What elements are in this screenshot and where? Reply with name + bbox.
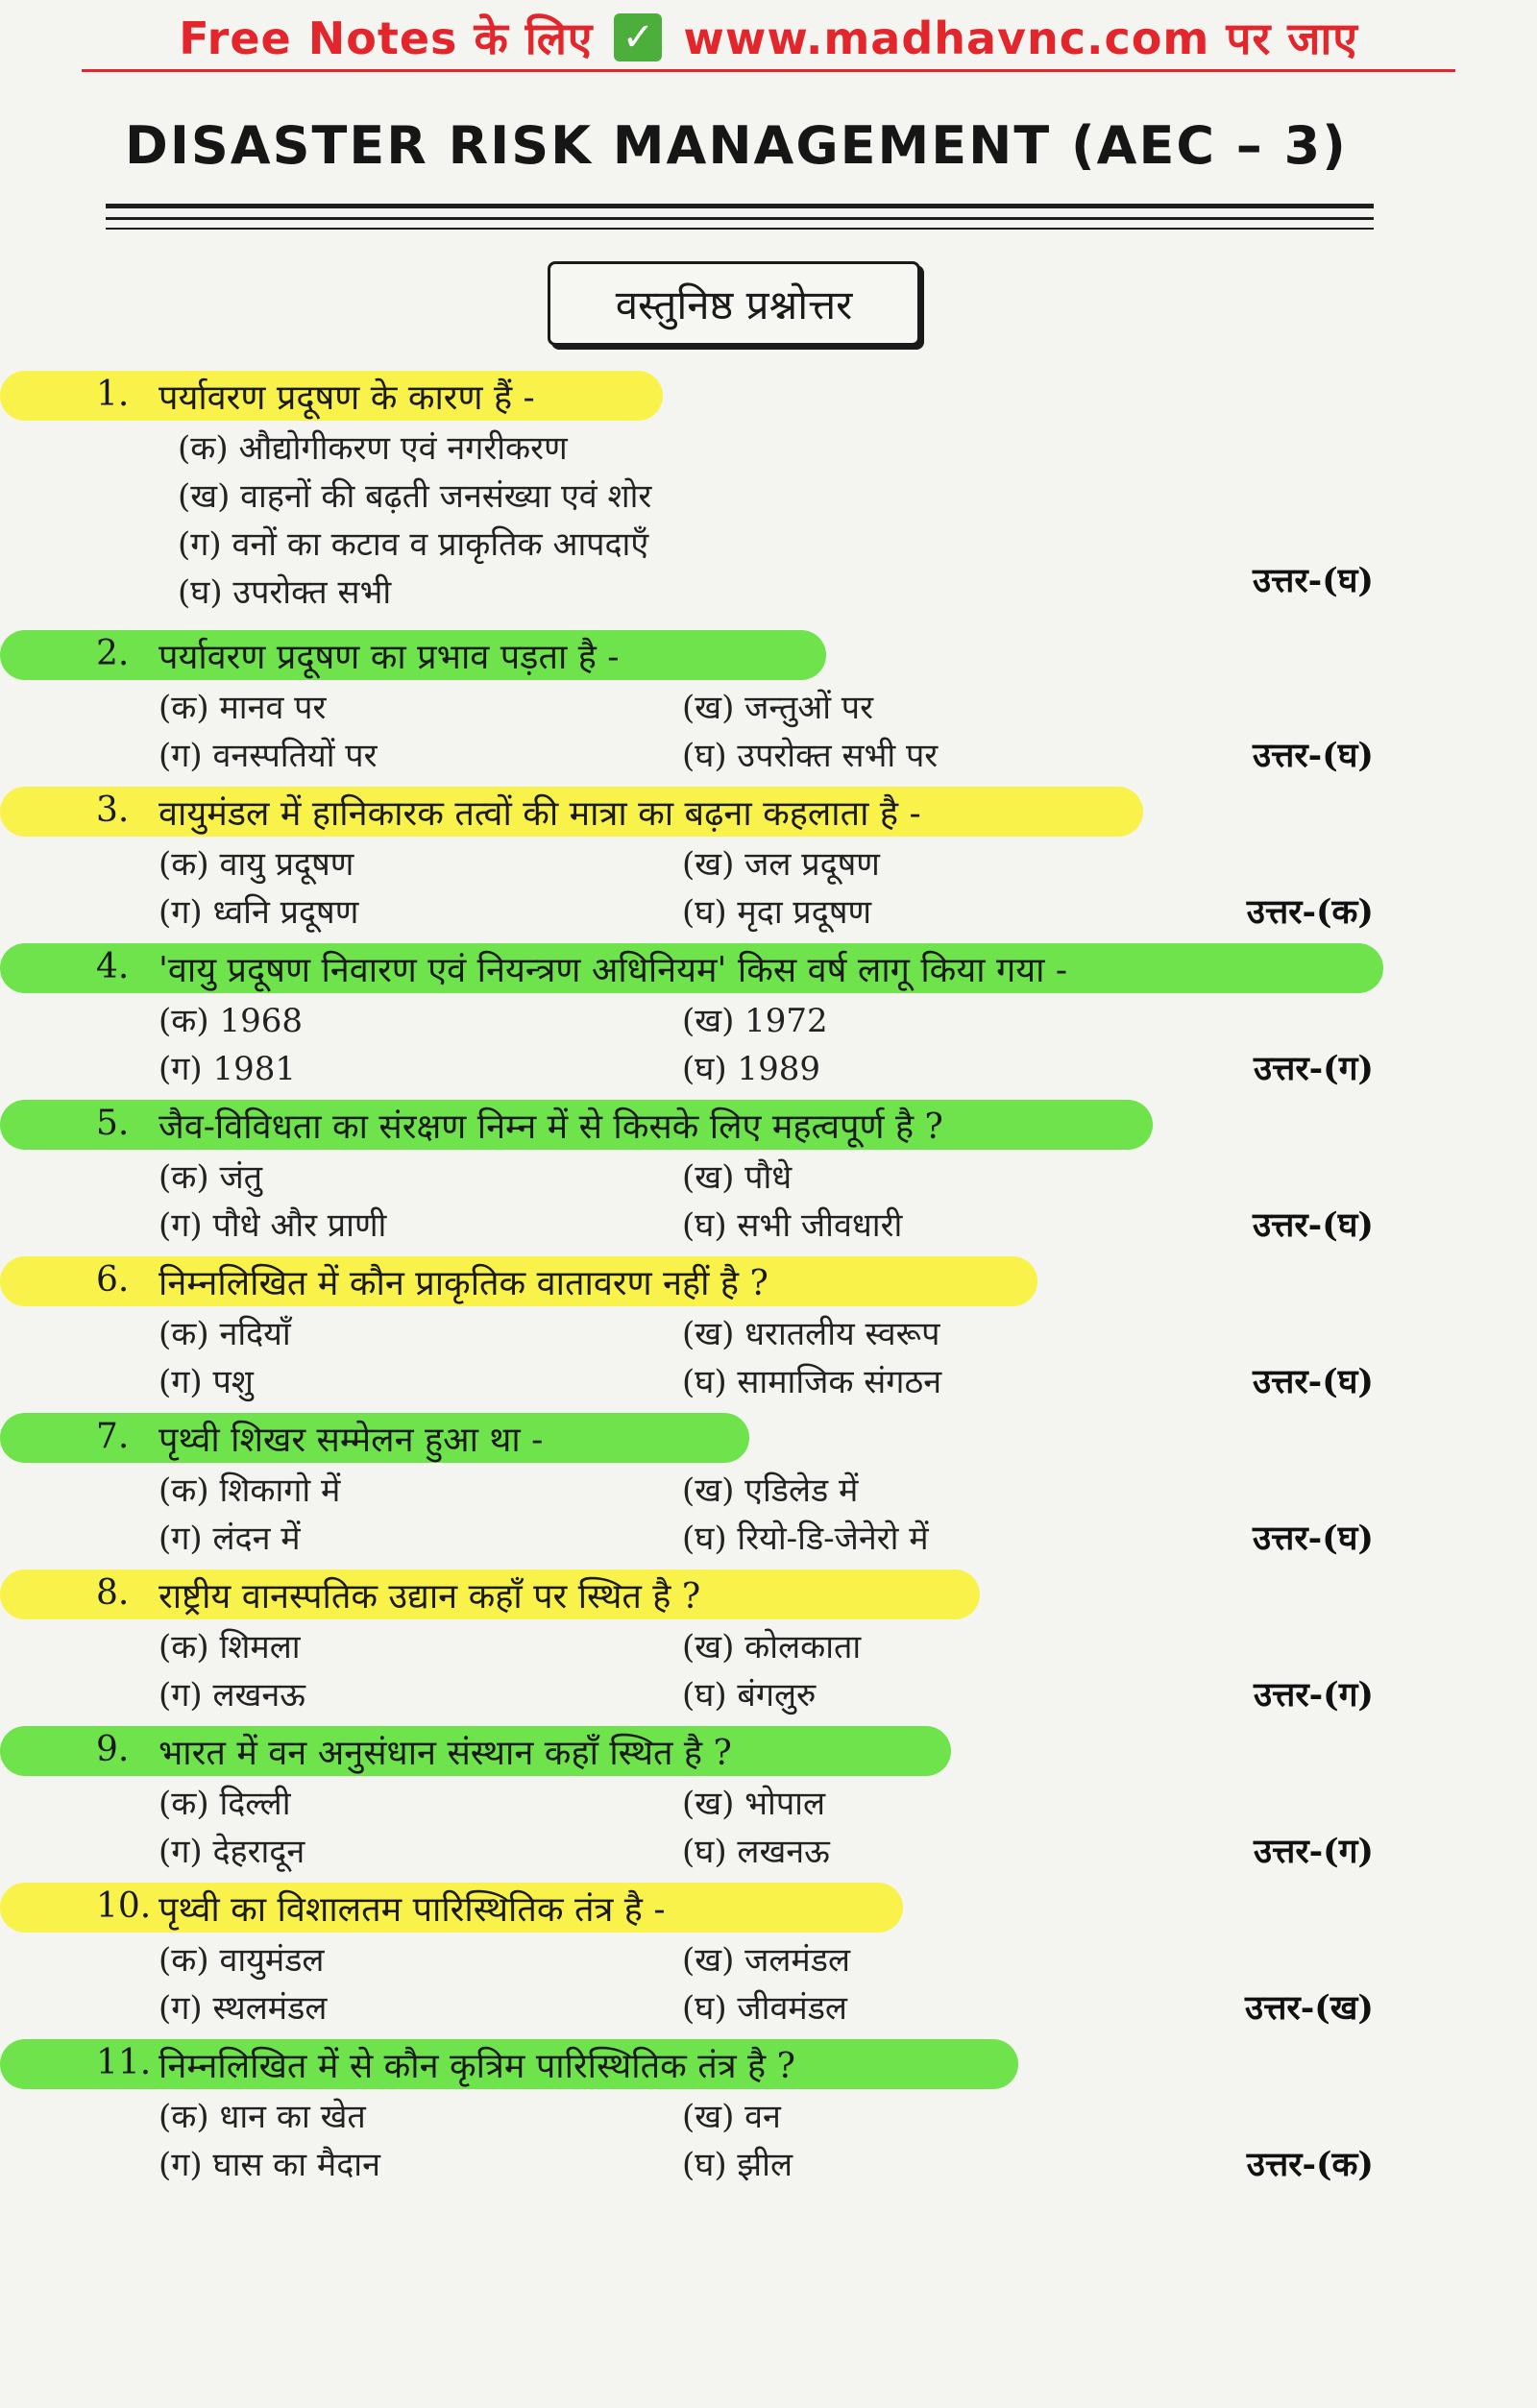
option-1: (क) मानव पर — [159, 689, 327, 727]
answer-label: उत्तर-(ख) — [1245, 1988, 1374, 2028]
page-title: DISASTER RISK MANAGEMENT (AEC – 3) — [125, 115, 1348, 176]
question-number: 2. — [96, 634, 130, 673]
option-3: (ग) पशु — [159, 1363, 254, 1401]
question-item — [0, 1094, 1537, 1251]
option-2: (ख) जलमंडल — [682, 1941, 851, 1980]
question-number: 6. — [96, 1260, 130, 1300]
checkmark-icon: ✓ — [614, 13, 662, 61]
option-2: (ख) एडिलेड में — [682, 1472, 859, 1510]
option-1: (क) औद्योगीकरण एवं नगरीकरण — [178, 429, 568, 468]
option-4: (घ) उपरोक्त सभी पर — [682, 737, 939, 775]
option-4: (घ) रियो-डि-जेनेरो में — [682, 1520, 929, 1558]
answer-label: उत्तर-(क) — [1246, 2145, 1374, 2184]
question-number: 4. — [96, 947, 130, 986]
question-text: भारत में वन अनुसंधान संस्थान कहाँ स्थित है ? — [159, 1734, 732, 1773]
question-item — [0, 624, 1537, 781]
banner-underline — [82, 69, 1455, 72]
option-4: (घ) मृदा प्रदूषण — [682, 893, 872, 932]
question-text: पृथ्वी शिखर सम्मेलन हुआ था - — [159, 1421, 544, 1460]
title-divider — [106, 228, 1374, 230]
option-2: (ख) वाहनों की बढ़ती जनसंख्या एवं शोर — [178, 477, 652, 516]
question-item — [0, 1564, 1537, 1720]
option-1: (क) धान का खेत — [159, 2098, 366, 2136]
option-3: (ग) वनस्पतियों पर — [159, 737, 378, 775]
question-text: पृथ्वी का विशालतम पारिस्थितिक तंत्र है - — [159, 1890, 666, 1930]
option-1: (क) 1968 — [159, 1002, 303, 1040]
question-number: 5. — [96, 1104, 130, 1143]
question-item — [0, 1407, 1537, 1564]
answer-label: उत्तर-(ग) — [1253, 1049, 1374, 1088]
option-3: (ग) 1981 — [159, 1050, 297, 1088]
question-text: पर्यावरण प्रदूषण का प्रभाव पड़ता है - — [159, 638, 620, 677]
question-number: 10. — [96, 1886, 152, 1926]
question-list — [0, 365, 1537, 2190]
option-2: (ख) धरातलीय स्वरूप — [682, 1315, 940, 1353]
option-3: (ग) वनों का कटाव व प्राकृतिक आपदाएँ — [178, 525, 649, 564]
question-item — [0, 1251, 1537, 1407]
option-2: (ख) वन — [682, 2098, 781, 2136]
answer-label: उत्तर-(ग) — [1253, 1832, 1374, 1871]
question-text: 'वायु प्रदूषण निवारण एवं नियन्त्रण अधिनियम' किस वर्ष लागू किया गया - — [159, 951, 1068, 990]
option-4: (घ) 1989 — [682, 1050, 820, 1088]
question-number: 1. — [96, 375, 130, 414]
option-1: (क) शिकागो में — [159, 1472, 341, 1510]
option-1: (क) वायुमंडल — [159, 1941, 325, 1980]
option-4: (घ) जीवमंडल — [682, 1989, 847, 2028]
option-4: (घ) उपरोक्त सभी — [178, 573, 392, 612]
option-2: (ख) जन्तुओं पर — [682, 689, 874, 727]
question-text: निम्नलिखित में कौन प्राकृतिक वातावरण नहीं है ? — [159, 1264, 768, 1303]
option-4: (घ) सामाजिक संगठन — [682, 1363, 942, 1401]
option-1: (क) शिमला — [159, 1628, 301, 1666]
question-item — [0, 365, 1537, 624]
banner-left-text: Free Notes के लिए — [179, 12, 594, 64]
option-2: (ख) जल प्रदूषण — [682, 845, 880, 884]
question-text: जैव-विविधता का संरक्षण निम्न में से किसके लिए महत्वपूर्ण है ? — [159, 1107, 943, 1147]
option-2: (ख) भोपाल — [682, 1785, 826, 1823]
option-2: (ख) कोलकाता — [682, 1628, 862, 1666]
question-text: राष्ट्रीय वानस्पतिक उद्यान कहाँ पर स्थित है ? — [159, 1577, 701, 1617]
option-2: (ख) 1972 — [682, 1002, 828, 1040]
question-text: वायुमंडल में हानिकारक तत्वों की मात्रा का बढ़ना कहलाता है - — [159, 794, 921, 834]
title-divider — [106, 204, 1374, 208]
option-2: (ख) पौधे — [682, 1158, 793, 1197]
option-3: (ग) ध्वनि प्रदूषण — [159, 893, 359, 932]
promo-banner — [0, 0, 1537, 75]
option-3: (ग) घास का मैदान — [159, 2146, 380, 2184]
question-text: पर्यावरण प्रदूषण के कारण हैं - — [159, 378, 535, 418]
banner-website-link[interactable]: www.madhavnc.com पर जाए — [683, 12, 1358, 64]
option-4: (घ) लखनऊ — [682, 1833, 830, 1871]
title-divider — [106, 217, 1374, 220]
option-3: (ग) लंदन में — [159, 1520, 301, 1558]
question-number: 8. — [96, 1573, 130, 1613]
option-1: (क) वायु प्रदूषण — [159, 845, 354, 884]
answer-label: उत्तर-(घ) — [1252, 1205, 1374, 1245]
option-3: (ग) स्थलमंडल — [159, 1989, 328, 2028]
question-item — [0, 1877, 1537, 2033]
answer-label: उत्तर-(ग) — [1253, 1675, 1374, 1715]
option-1: (क) नदियाँ — [159, 1315, 291, 1353]
question-number: 11. — [96, 2043, 152, 2082]
option-3: (ग) लखनऊ — [159, 1676, 305, 1715]
answer-label: उत्तर-(घ) — [1252, 1362, 1374, 1401]
option-4: (घ) सभी जीवधारी — [682, 1206, 903, 1245]
option-3: (ग) देहरादून — [159, 1833, 305, 1871]
answer-label: उत्तर-(घ) — [1252, 736, 1374, 775]
answer-label: उत्तर-(घ) — [1252, 561, 1374, 600]
answer-label: उत्तर-(क) — [1246, 892, 1374, 932]
option-4: (घ) बंगलुरु — [682, 1676, 817, 1715]
question-item — [0, 2033, 1537, 2190]
question-number: 3. — [96, 791, 130, 830]
option-3: (ग) पौधे और प्राणी — [159, 1206, 387, 1245]
option-4: (घ) झील — [682, 2146, 793, 2184]
question-number: 7. — [96, 1417, 130, 1456]
option-1: (क) दिल्ली — [159, 1785, 291, 1823]
question-item — [0, 1720, 1537, 1877]
question-number: 9. — [96, 1730, 130, 1769]
option-1: (क) जंतु — [159, 1158, 263, 1197]
section-heading: वस्तुनिष्ठ प्रश्नोत्तर — [548, 261, 920, 346]
question-item — [0, 937, 1537, 1094]
question-item — [0, 781, 1537, 937]
answer-label: उत्तर-(घ) — [1252, 1519, 1374, 1558]
question-text: निम्नलिखित में से कौन कृत्रिम पारिस्थितिक तंत्र है ? — [159, 2047, 795, 2086]
